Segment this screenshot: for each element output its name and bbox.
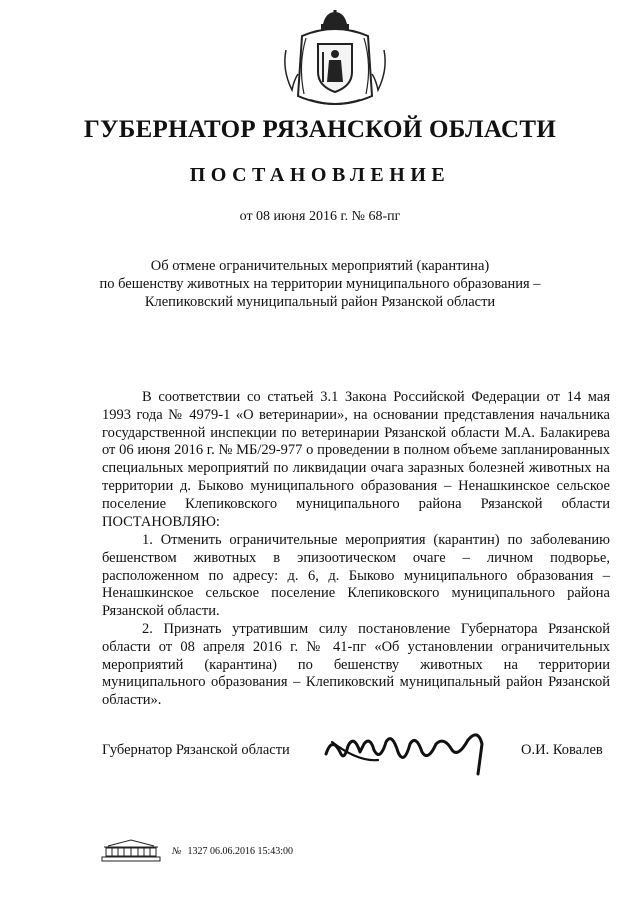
signatory-position: Губернатор Рязанской области — [102, 742, 290, 758]
resolution-item: 2. Признать утратившим силу постановление Губернатора Рязанской области от 08 апреля 2016 г. № 41-пг «Об установлении ограничительных мероприятий (карантина) по бешенству животных на территории муниципального образования – Клепиковский муниципальный район Рязанской области». — [102, 620, 610, 709]
subject-line: по бешенству животных на территории муниципального образования – — [99, 276, 541, 292]
registration-number-date: 1327 06.06.2016 15:43:00 — [187, 846, 293, 857]
document-subject — [0, 257, 640, 311]
subject-line: Об отмене ограничительных мероприятий (карантина) — [150, 258, 490, 274]
document-type: ПОСТАНОВЛЕНИЕ — [189, 164, 451, 186]
subject-line: Клепиковский муниципальный район Рязанской области — [144, 294, 496, 310]
registration-mark: № — [172, 846, 182, 857]
governor-title: ГУБЕРНАТОР РЯЗАНСКОЙ ОБЛАСТИ — [83, 116, 557, 143]
resolution-item: 1. Отменить ограничительные мероприятия (карантин) по заболеванию бешенством животных в эпизоотическом очаге – личном подворье, расположенном по адресу: д. 6, д. Быково муниципального образования – Ненашкинское сельское поселение Клепиковского муниципального района Рязанской области. — [102, 532, 610, 620]
signatory-name: О.И. Ковалев — [521, 742, 603, 758]
coat-of-arms-emblem — [280, 10, 390, 114]
resolution-items — [102, 532, 610, 710]
preamble-paragraph — [102, 389, 610, 531]
handwritten-signature — [318, 722, 498, 778]
registration-info — [172, 846, 293, 857]
document-date-number: от 08 июня 2016 г. № 68-пг — [239, 209, 401, 224]
preamble-text: В соответствии со статьей 3.1 Закона Российской Федерации от 14 мая 1993 года № 4979-1 «О ветеринарии», на основании представления начальника государственной инспекции по ветеринарии Рязанской области М.А. Балакирева от 06 июня 2016 г. № МБ/29-977 о проведении в полном объеме запланированных специальных мероприятий по ликвидации очага заразных болезней животных на территории д. Быково муниципального образования – Ненашкинское сельское поселение Клепиковского муниципального района Рязанской области ПОСТАНОВЛЯЮ: — [102, 389, 610, 530]
building-stamp-icon — [100, 838, 162, 862]
